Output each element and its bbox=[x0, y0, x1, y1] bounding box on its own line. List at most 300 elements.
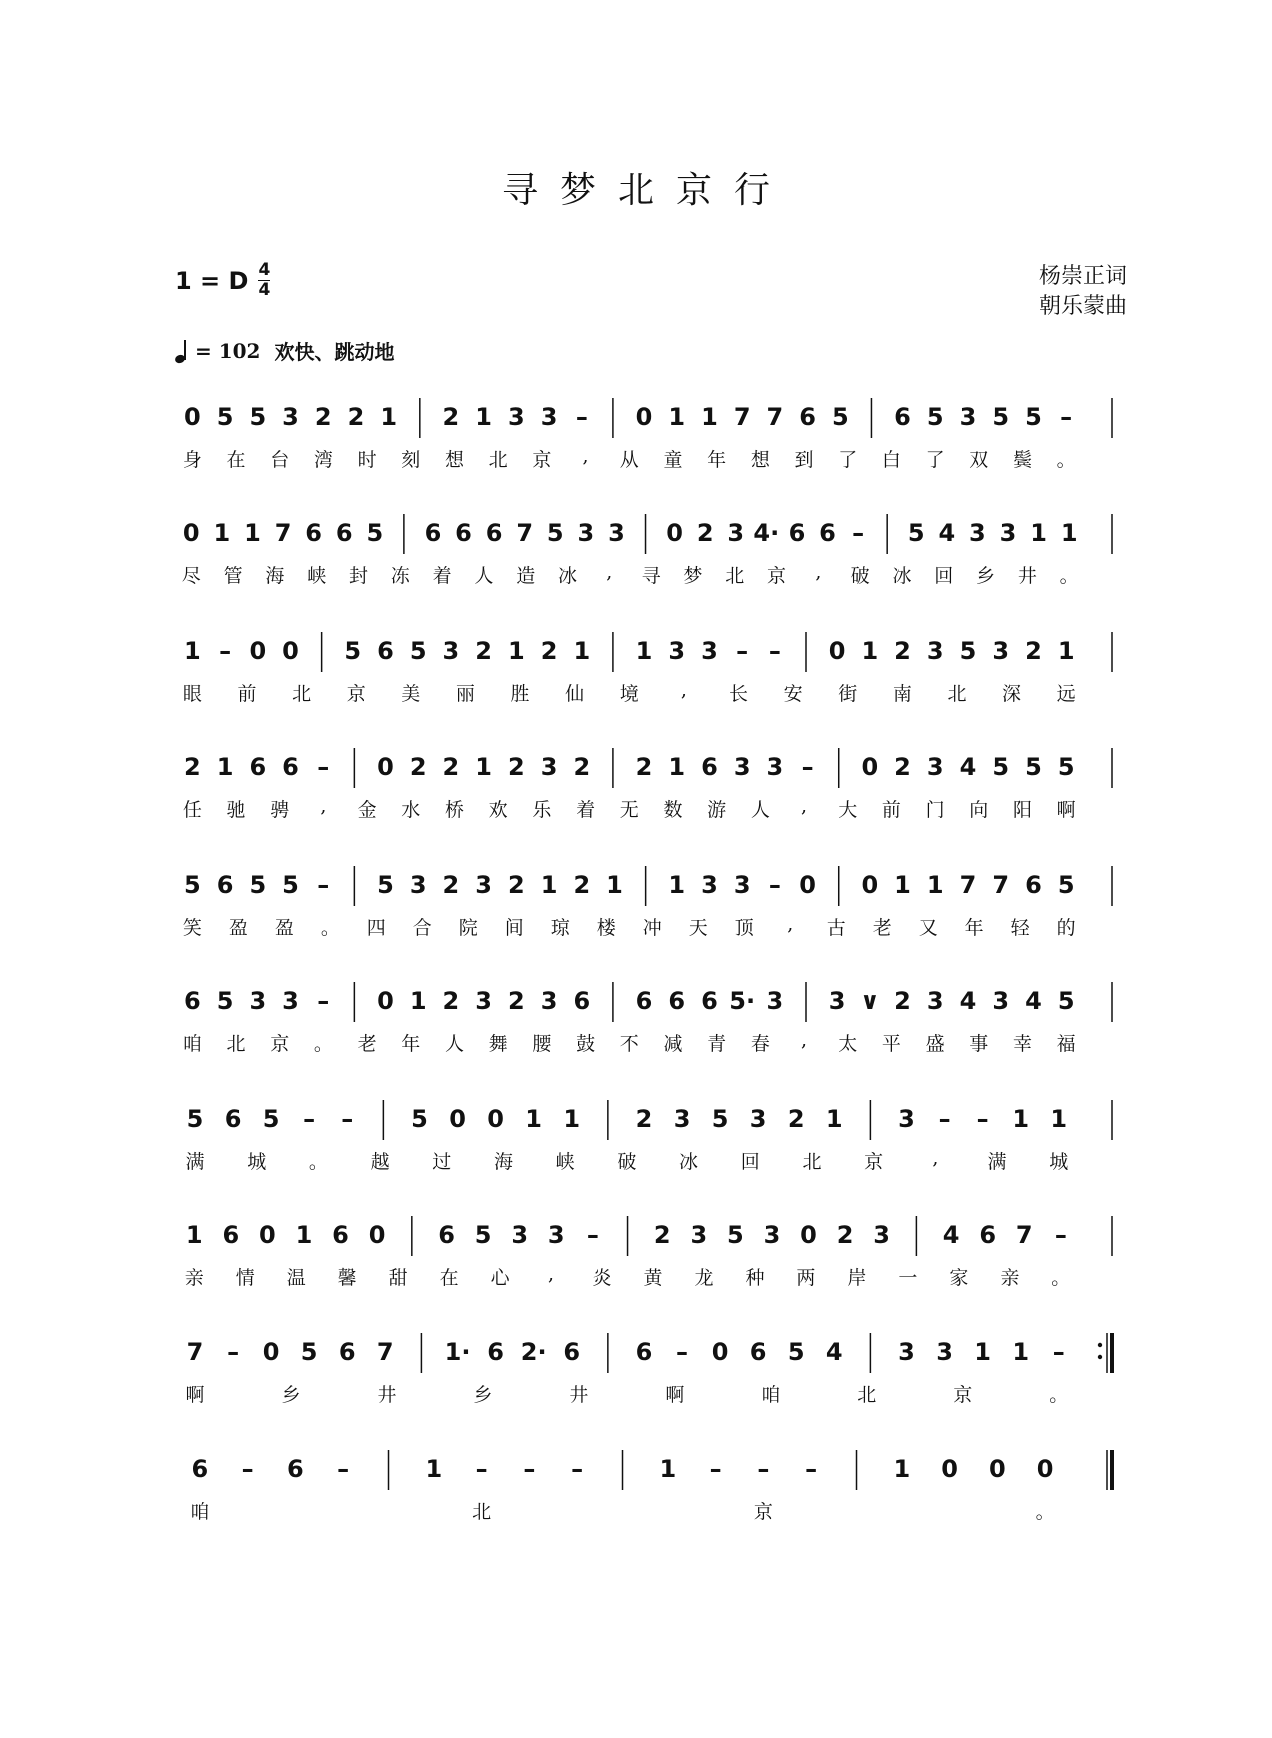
lyric-char: 。 bbox=[1049, 1384, 1069, 1406]
note-number: 3 bbox=[926, 753, 944, 781]
lyric-char: 北 bbox=[226, 1033, 246, 1055]
lyric-char: 台 bbox=[270, 449, 290, 471]
lyric-char: 轻 bbox=[1010, 917, 1030, 939]
tempo-value: = 102 bbox=[195, 338, 261, 363]
extension-dash: – bbox=[938, 1105, 951, 1133]
lyric-char: 乡 bbox=[976, 565, 996, 587]
note-number: 3 bbox=[873, 1221, 891, 1249]
note-number: 3 bbox=[282, 403, 299, 431]
lyric-char: 京 bbox=[953, 1384, 973, 1406]
note-number: 2 bbox=[573, 753, 591, 781]
note-number: 3 bbox=[727, 519, 745, 547]
note-number: 6 bbox=[668, 987, 686, 1015]
lyric-char: 任 bbox=[182, 799, 202, 821]
note-number: 3 bbox=[475, 871, 492, 899]
note-number: 6 bbox=[894, 403, 911, 431]
music-line bbox=[0, 870, 1272, 960]
lyric-char: 天 bbox=[688, 917, 708, 939]
note-number: 5 bbox=[1057, 753, 1075, 781]
note-number: 5 bbox=[249, 403, 267, 431]
lyric-char: 着 bbox=[432, 565, 452, 587]
note-number: 1 bbox=[1057, 637, 1075, 665]
lyric-char: 幸 bbox=[1012, 1033, 1032, 1055]
lyric-char: 身 bbox=[182, 449, 202, 471]
lyric-char: 人 bbox=[474, 565, 494, 587]
note-number: 1 bbox=[525, 1105, 543, 1133]
lyric-char: 门 bbox=[925, 799, 945, 821]
lyric-char: 峡 bbox=[307, 565, 327, 587]
lyric-char: 啊 bbox=[665, 1384, 685, 1406]
lyric-char: 。 bbox=[1051, 1267, 1071, 1289]
lyric-char: 院 bbox=[458, 917, 478, 939]
extension-dash: – bbox=[586, 1221, 599, 1249]
lyric-char: 北 bbox=[292, 683, 312, 705]
note-number: 1 bbox=[974, 1338, 991, 1366]
note-number: 2 bbox=[696, 519, 714, 547]
time-signature-top: 4 bbox=[258, 260, 271, 280]
note-number: 3 bbox=[701, 637, 718, 665]
lyric-char: 安 bbox=[783, 683, 803, 705]
key-label: 1 = D bbox=[175, 266, 249, 295]
note-number: 2 bbox=[442, 871, 460, 899]
note-number: 5 bbox=[787, 1338, 805, 1366]
lyric-char: 心 bbox=[490, 1267, 510, 1289]
note-number: 5· bbox=[729, 987, 756, 1015]
note-number: 7 bbox=[516, 519, 534, 547]
note-number: 6 bbox=[282, 753, 299, 781]
note-number: 1 bbox=[475, 403, 492, 431]
note-number: 6 bbox=[1025, 871, 1042, 899]
lyric-char: 峡 bbox=[555, 1151, 575, 1173]
note-number: 0 bbox=[989, 1455, 1006, 1483]
note-number: 3 bbox=[766, 987, 784, 1015]
note-number: 3 bbox=[690, 1221, 708, 1249]
note-number: 1 bbox=[425, 1455, 443, 1483]
extension-dash: – bbox=[676, 1338, 689, 1366]
music-line bbox=[0, 1220, 1272, 1310]
note-number: 2 bbox=[508, 753, 525, 781]
lyric-char: 管 bbox=[223, 565, 243, 587]
extension-dash: – bbox=[709, 1455, 722, 1483]
note-number: 5 bbox=[249, 871, 267, 899]
lyric-char: 京 bbox=[753, 1501, 773, 1523]
note-number: 5 bbox=[992, 753, 1010, 781]
note-number: 4 bbox=[938, 519, 956, 547]
note-number: 5 bbox=[377, 871, 394, 899]
note-number: 1 bbox=[563, 1105, 581, 1133]
lyric-char: 想 bbox=[444, 449, 465, 471]
lyric-char: , bbox=[932, 1147, 939, 1169]
note-number: 6 bbox=[184, 987, 201, 1015]
note-number: 3 bbox=[763, 1221, 781, 1249]
lyric-char: 福 bbox=[1056, 1033, 1076, 1055]
music-line bbox=[0, 402, 1272, 492]
note-number: 0 bbox=[377, 987, 394, 1015]
note-number: 2 bbox=[442, 403, 460, 431]
note-number: 1 bbox=[380, 403, 398, 431]
note-number: 6 bbox=[819, 519, 836, 547]
lyric-char: 两 bbox=[796, 1267, 816, 1289]
note-number: 6 bbox=[438, 1221, 455, 1249]
extension-dash: – bbox=[805, 1455, 818, 1483]
lyric-char: 太 bbox=[838, 1033, 858, 1055]
note-number: 0 bbox=[487, 1105, 504, 1133]
note-number: 3 bbox=[442, 637, 460, 665]
note-number: 5 bbox=[262, 1105, 280, 1133]
music-line bbox=[0, 1454, 1272, 1544]
lyric-char: 腰 bbox=[532, 1033, 552, 1055]
lyric-char: 回 bbox=[934, 565, 954, 587]
note-number: 0 bbox=[799, 871, 816, 899]
lyric-char: 冻 bbox=[390, 565, 410, 587]
note-number: 5 bbox=[409, 637, 427, 665]
lyric-char: 大 bbox=[838, 799, 858, 821]
lyric-char: 减 bbox=[663, 1033, 683, 1055]
note-number: 0 bbox=[377, 753, 394, 781]
note-number: 6 bbox=[799, 403, 816, 431]
time-signature bbox=[258, 262, 270, 299]
extension-dash: – bbox=[1054, 1221, 1067, 1249]
note-number: 5 bbox=[186, 1105, 204, 1133]
lyric-char: 境 bbox=[619, 683, 639, 705]
note-number: 5 bbox=[300, 1338, 318, 1366]
note-number: 0 bbox=[711, 1338, 729, 1366]
lyric-char: 楼 bbox=[596, 917, 616, 939]
note-number: 0 bbox=[182, 519, 200, 547]
extension-dash: – bbox=[768, 871, 781, 899]
lyric-char: 冲 bbox=[642, 917, 662, 939]
note-number: 3 bbox=[673, 1105, 691, 1133]
lyric-char: 。 bbox=[320, 917, 340, 939]
lyric-char: 。 bbox=[1056, 449, 1076, 471]
music-line bbox=[0, 986, 1272, 1076]
note-number: 6 bbox=[573, 987, 591, 1015]
lyric-char: 冰 bbox=[558, 565, 578, 587]
note-number: ∨ bbox=[860, 987, 880, 1015]
lyric-char: 黄 bbox=[643, 1267, 663, 1289]
lyric-char: 京 bbox=[532, 449, 552, 471]
lyric-char: 顶 bbox=[734, 917, 754, 939]
lyric-char: 封 bbox=[348, 565, 369, 587]
lyric-char: 年 bbox=[964, 917, 984, 939]
note-number: 0 bbox=[861, 871, 879, 899]
note-number: 2 bbox=[442, 753, 460, 781]
note-number: 0 bbox=[249, 637, 267, 665]
lyric-char: 。 bbox=[313, 1033, 333, 1055]
lyric-char: 北 bbox=[857, 1384, 877, 1406]
lyric-char: 平 bbox=[881, 1033, 901, 1055]
lyric-char: 着 bbox=[576, 799, 596, 821]
note-number: 3 bbox=[749, 1105, 767, 1133]
note-number: 1· bbox=[444, 1338, 471, 1366]
extension-dash: – bbox=[801, 753, 814, 781]
lyric-char: 尽 bbox=[181, 565, 201, 587]
note-number: 5 bbox=[727, 1221, 744, 1249]
note-number: 2 bbox=[894, 753, 911, 781]
note-number: 5 bbox=[216, 403, 234, 431]
note-number: 1 bbox=[668, 753, 686, 781]
note-number: 1 bbox=[606, 871, 623, 899]
note-number: 3 bbox=[511, 1221, 529, 1249]
lyric-char: 白 bbox=[881, 449, 901, 471]
lyric-char: 岸 bbox=[847, 1267, 867, 1289]
music-line bbox=[0, 518, 1272, 608]
lyric-char: 前 bbox=[881, 799, 901, 821]
time-signature-bottom: 4 bbox=[258, 280, 271, 300]
extension-dash: – bbox=[1060, 403, 1073, 431]
note-number: 6 bbox=[224, 1105, 242, 1133]
lyric-char: 盛 bbox=[925, 1033, 945, 1055]
lyric-char: 在 bbox=[226, 449, 246, 471]
note-number: 6 bbox=[487, 1338, 504, 1366]
lyric-char: 破 bbox=[617, 1151, 637, 1173]
note-number: 6 bbox=[249, 753, 267, 781]
extension-dash: – bbox=[317, 871, 330, 899]
lyric-char: 海 bbox=[493, 1151, 513, 1173]
note-number: 3 bbox=[282, 987, 299, 1015]
lyric-char: 温 bbox=[286, 1267, 306, 1289]
note-number: 3 bbox=[959, 403, 977, 431]
note-number: 2 bbox=[836, 1221, 854, 1249]
note-number: 4· bbox=[753, 519, 780, 547]
note-number: 2 bbox=[442, 987, 460, 1015]
note-number: 3 bbox=[733, 753, 751, 781]
note-number: 1 bbox=[573, 637, 591, 665]
note-number: 2 bbox=[894, 987, 911, 1015]
lyric-char: 欢 bbox=[488, 799, 508, 821]
note-number: 6 bbox=[485, 519, 503, 547]
note-number: 5 bbox=[474, 1221, 492, 1249]
note-number: 3 bbox=[898, 1338, 915, 1366]
lyric-char: 在 bbox=[439, 1267, 459, 1289]
note-number: 6 bbox=[222, 1221, 240, 1249]
music-line bbox=[0, 636, 1272, 726]
lyric-char: 京 bbox=[346, 683, 366, 705]
note-number: 6 bbox=[701, 987, 718, 1015]
note-number: 2 bbox=[1025, 637, 1042, 665]
lyric-char: 寻 bbox=[641, 565, 661, 587]
note-number: 6 bbox=[335, 519, 353, 547]
lyric-char: 乡 bbox=[281, 1384, 301, 1406]
lyric-char: 深 bbox=[1002, 683, 1022, 705]
note-number: 1 bbox=[1050, 1105, 1068, 1133]
note-number: 1 bbox=[701, 403, 718, 431]
note-number: 0 bbox=[259, 1221, 276, 1249]
note-number: 7 bbox=[186, 1338, 204, 1366]
note-number: 5 bbox=[926, 403, 944, 431]
note-number: 5 bbox=[344, 637, 362, 665]
lyric-char: 龙 bbox=[694, 1267, 714, 1289]
lyric-char: 桥 bbox=[444, 799, 465, 821]
note-number: 3 bbox=[577, 519, 595, 547]
lyric-char: 无 bbox=[619, 799, 639, 821]
note-number: 3 bbox=[828, 987, 846, 1015]
lyric-char: 了 bbox=[838, 449, 858, 471]
lyric-char: , bbox=[815, 561, 822, 583]
note-number: 2 bbox=[573, 871, 591, 899]
lyric-char: 越 bbox=[370, 1151, 390, 1173]
note-number: 5 bbox=[216, 987, 234, 1015]
lyric-char: 人 bbox=[750, 799, 770, 821]
note-number: 2 bbox=[475, 637, 492, 665]
note-number: 5 bbox=[1057, 871, 1075, 899]
lyric-char: 刻 bbox=[401, 449, 421, 471]
note-number: 7 bbox=[376, 1338, 394, 1366]
lyric-char: 美 bbox=[401, 683, 421, 705]
lyric-char: 合 bbox=[412, 917, 432, 939]
lyric-char: 间 bbox=[504, 917, 524, 939]
lyric-char: 老 bbox=[872, 917, 892, 939]
lyric-char: , bbox=[548, 1263, 555, 1285]
note-number: 6 bbox=[305, 519, 322, 547]
note-number: 1 bbox=[1030, 519, 1047, 547]
lyric-char: 湾 bbox=[313, 449, 333, 471]
note-number: 7 bbox=[766, 403, 784, 431]
lyric-char: 造 bbox=[516, 565, 536, 587]
lyric-char: , bbox=[606, 561, 613, 583]
lyric-char: 北 bbox=[472, 1501, 492, 1523]
note-number: 6 bbox=[563, 1338, 581, 1366]
lyric-char: 北 bbox=[802, 1151, 822, 1173]
extension-dash: – bbox=[757, 1455, 770, 1483]
lyric-char: , bbox=[787, 913, 794, 935]
lyric-char: 胜 bbox=[510, 683, 530, 705]
note-number: 6 bbox=[287, 1455, 304, 1483]
lyric-char: , bbox=[801, 1029, 808, 1051]
extension-dash: – bbox=[219, 637, 232, 665]
lyric-char: 咱 bbox=[190, 1501, 210, 1523]
note-number: 6 bbox=[216, 871, 234, 899]
lyric-char: 鼓 bbox=[576, 1033, 596, 1055]
note-number: 3 bbox=[992, 637, 1010, 665]
note-number: 0 bbox=[635, 403, 653, 431]
note-number: 6 bbox=[788, 519, 806, 547]
extension-dash: – bbox=[317, 753, 330, 781]
note-number: 2 bbox=[347, 403, 365, 431]
lyric-char: , bbox=[320, 795, 327, 817]
lyric-char: 北 bbox=[488, 449, 508, 471]
lyric-char: 金 bbox=[357, 799, 377, 821]
extension-dash: – bbox=[575, 403, 588, 431]
lyric-char: 啊 bbox=[1056, 799, 1076, 821]
extension-dash: – bbox=[341, 1105, 354, 1133]
lyric-char: 时 bbox=[357, 449, 377, 471]
lyric-char: 从 bbox=[619, 449, 639, 471]
note-number: 5 bbox=[992, 403, 1010, 431]
extension-dash: – bbox=[571, 1455, 584, 1483]
note-number: 3 bbox=[475, 987, 492, 1015]
note-number: 5 bbox=[1025, 403, 1042, 431]
note-number: 2 bbox=[184, 753, 201, 781]
lyric-char: 乡 bbox=[473, 1384, 493, 1406]
extension-dash: – bbox=[736, 637, 749, 665]
extension-dash: – bbox=[241, 1455, 254, 1483]
note-number: 7 bbox=[1015, 1221, 1033, 1249]
lyric-char: 咱 bbox=[761, 1384, 781, 1406]
note-number: 6 bbox=[377, 637, 394, 665]
quarter-note-icon bbox=[175, 339, 189, 363]
note-number: 1 bbox=[861, 637, 879, 665]
note-number: 1 bbox=[295, 1221, 313, 1249]
lyric-char: 春 bbox=[750, 1033, 770, 1055]
lyric-char: 舞 bbox=[488, 1033, 508, 1055]
lyric-char: 四 bbox=[366, 917, 386, 939]
note-number: 3 bbox=[409, 871, 427, 899]
lyric-char: 事 bbox=[969, 1033, 989, 1055]
lyric-char: 啊 bbox=[185, 1384, 205, 1406]
note-number: 1 bbox=[184, 637, 201, 665]
composer-credit: 朝乐蒙曲 bbox=[1038, 294, 1127, 319]
note-number: 3 bbox=[766, 753, 784, 781]
lyric-char: 老 bbox=[357, 1033, 377, 1055]
lyric-char: 破 bbox=[850, 565, 870, 587]
note-number: 4 bbox=[959, 753, 977, 781]
note-number: 5 bbox=[184, 871, 201, 899]
note-number: 1 bbox=[635, 637, 653, 665]
note-number: 6 bbox=[338, 1338, 356, 1366]
lyric-char: 琼 bbox=[550, 917, 570, 939]
lyric-char: 满 bbox=[185, 1151, 205, 1173]
lyric-char: 北 bbox=[947, 683, 967, 705]
tempo-marking bbox=[175, 336, 394, 365]
note-number: 6 bbox=[749, 1338, 767, 1366]
extension-dash: – bbox=[303, 1105, 316, 1133]
note-number: 0 bbox=[368, 1221, 386, 1249]
lyric-char: 城 bbox=[1049, 1151, 1069, 1173]
lyric-char: 甜 bbox=[388, 1267, 408, 1289]
note-number: 2 bbox=[787, 1105, 805, 1133]
note-number: 5 bbox=[282, 871, 299, 899]
lyric-char: 盈 bbox=[228, 917, 248, 939]
lyric-char: 北 bbox=[725, 565, 745, 587]
note-number: 0 bbox=[666, 519, 683, 547]
lyric-char: 家 bbox=[949, 1267, 969, 1289]
note-number: 0 bbox=[262, 1338, 280, 1366]
note-number: 7 bbox=[733, 403, 751, 431]
note-number: 3 bbox=[999, 519, 1017, 547]
lyric-char: 数 bbox=[663, 799, 683, 821]
lyric-char: 盈 bbox=[274, 917, 294, 939]
lyric-char: 。 bbox=[1059, 565, 1079, 587]
lyric-char: , bbox=[680, 679, 687, 701]
note-number: 3 bbox=[540, 403, 558, 431]
lyric-char: 井 bbox=[569, 1384, 589, 1406]
tempo-expression: 欢快、跳动地 bbox=[274, 340, 395, 364]
lyric-char: , bbox=[582, 445, 589, 467]
lyric-char: 一 bbox=[898, 1267, 918, 1289]
score-title: 寻梦北京行 bbox=[501, 170, 792, 211]
note-number: 3 bbox=[668, 637, 686, 665]
music-line bbox=[0, 1337, 1272, 1427]
note-number: 1 bbox=[475, 753, 492, 781]
lyric-char: 到 bbox=[794, 449, 814, 471]
note-number: 7 bbox=[274, 519, 292, 547]
lyric-char: 游 bbox=[707, 799, 727, 821]
note-number: 2 bbox=[635, 753, 653, 781]
note-number: 2 bbox=[635, 1105, 653, 1133]
note-number: 1 bbox=[244, 519, 261, 547]
note-number: 3 bbox=[898, 1105, 915, 1133]
lyric-char: , bbox=[801, 795, 808, 817]
note-number: 1 bbox=[185, 1221, 203, 1249]
note-number: 3 bbox=[508, 403, 525, 431]
lyric-char: 向 bbox=[969, 799, 989, 821]
extension-dash: – bbox=[475, 1455, 488, 1483]
extension-dash: – bbox=[337, 1455, 350, 1483]
note-number: 7 bbox=[992, 871, 1010, 899]
note-number: 0 bbox=[800, 1221, 817, 1249]
note-number: 3 bbox=[701, 871, 718, 899]
